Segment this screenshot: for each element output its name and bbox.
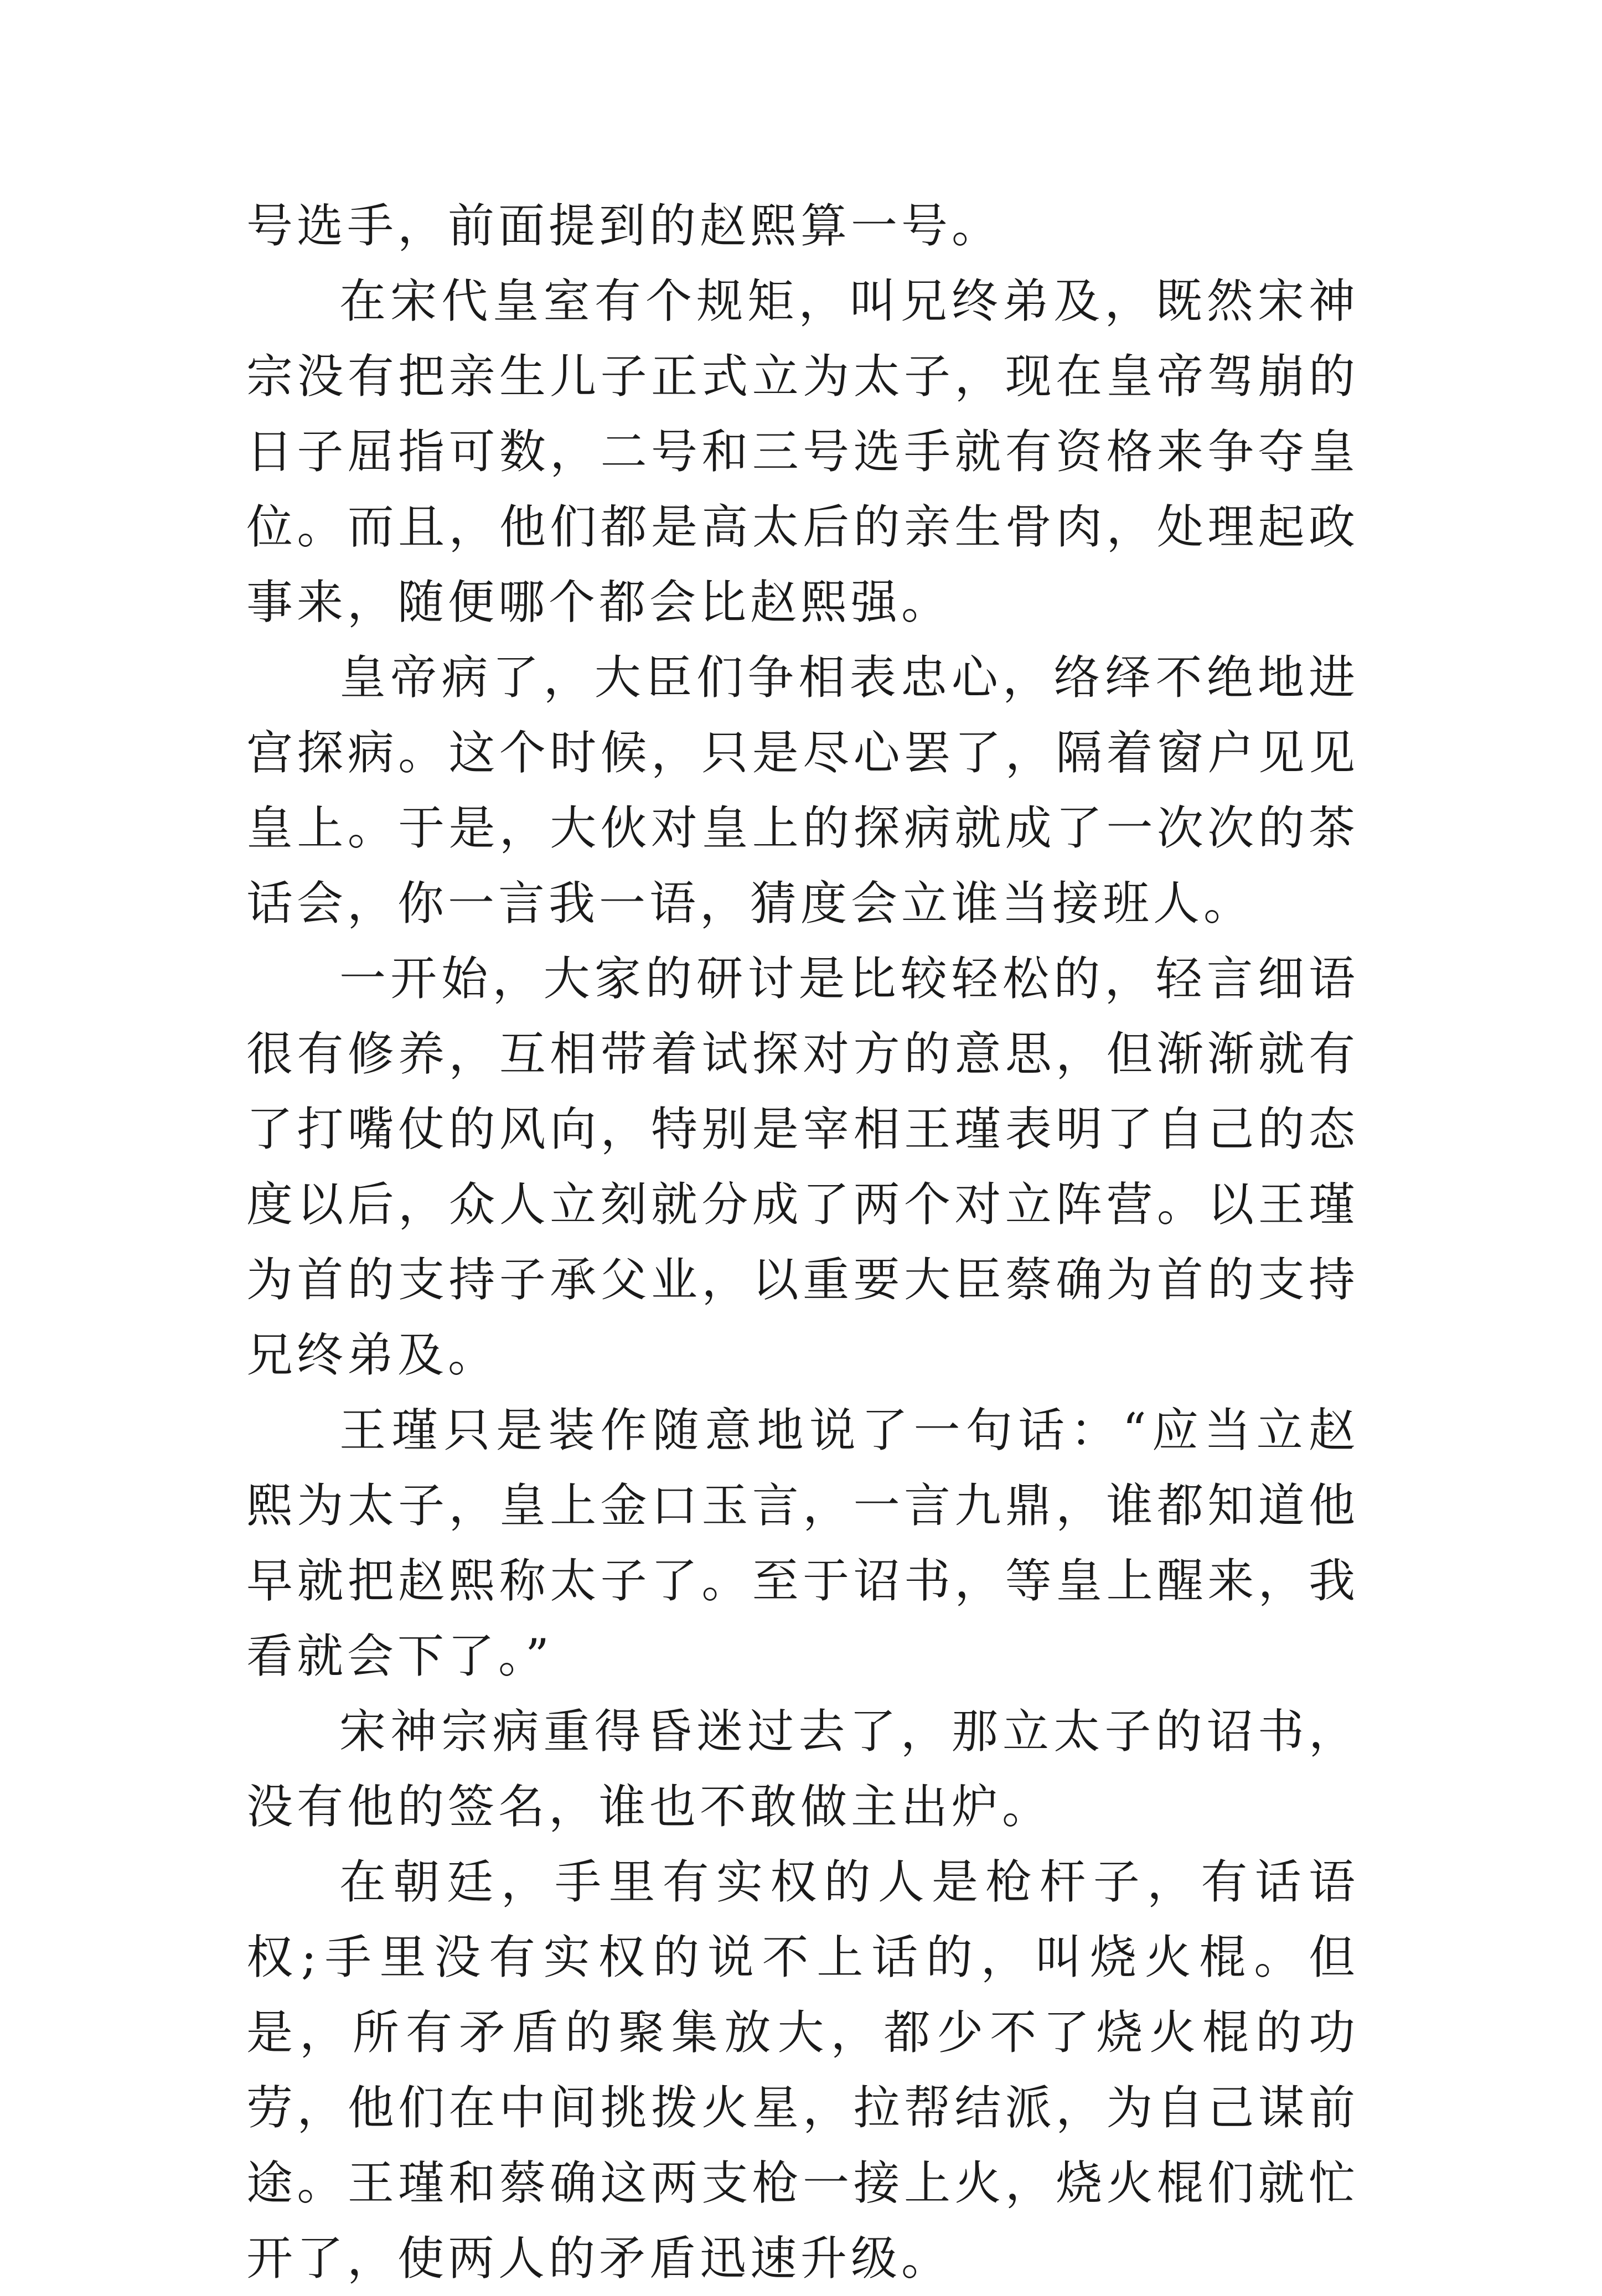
paragraph: 一开始，大家的研讨是比较轻松的，轻言细语很有修养，互相带着试探对方的意思，但渐渐就有了打嘴仗的风向，特别是宰相王瑾表明了自己的态度以后，众人立刻就分成了两个对立阵营。以王瑾为首的支持子承父业，以重要大臣蔡确为首的支持兄终弟及。 xyxy=(246,952,1359,1382)
paragraph: 在朝廷，手里有实权的人是枪杆子，有话语权;手里没有实权的说不上话的，叫烧火棍。但是，所有矛盾的聚集放大，都少不了烧火棍的功劳，他们在中间挑拨火星，拉帮结派，为自己谋前途。王瑾和蔡确这两支枪一接上火，烧火棍们就忙开了，使两人的矛盾迅速升级。 xyxy=(246,1855,1359,2285)
paragraph: 王瑾只是装作随意地说了一句话：“应当立赵熙为太子，皇上金口玉言，一言九鼎，谁都知道他早就把赵熙称太子了。至于诏书，等皇上醒来，我看就会下了。” xyxy=(246,1403,1359,1683)
paragraph: 在宋代皇室有个规矩，叫兄终弟及，既然宋神宗没有把亲生儿子正式立为太子，现在皇帝驾崩的日子屈指可数，二号和三号选手就有资格来争夺皇位。而且，他们都是高太后的亲生骨肉，处理起政事来，随便哪个都会比赵熙强。 xyxy=(246,274,1359,629)
paragraph: 宋神宗病重得昏迷过去了，那立太子的诏书，没有他的签名，谁也不敢做主出炉。 xyxy=(246,1704,1359,1834)
paragraph: 皇帝病了，大臣们争相表忠心，络绎不绝地进宫探病。这个时候，只是尽心罢了，隔着窗户见见皇上。于是，大伙对皇上的探病就成了一次次的茶话会，你一言我一语，猜度会立谁当接班人。 xyxy=(246,650,1359,930)
paragraph: 号选手，前面提到的赵熙算一号。 xyxy=(246,199,1002,253)
document-body xyxy=(246,188,1359,2296)
